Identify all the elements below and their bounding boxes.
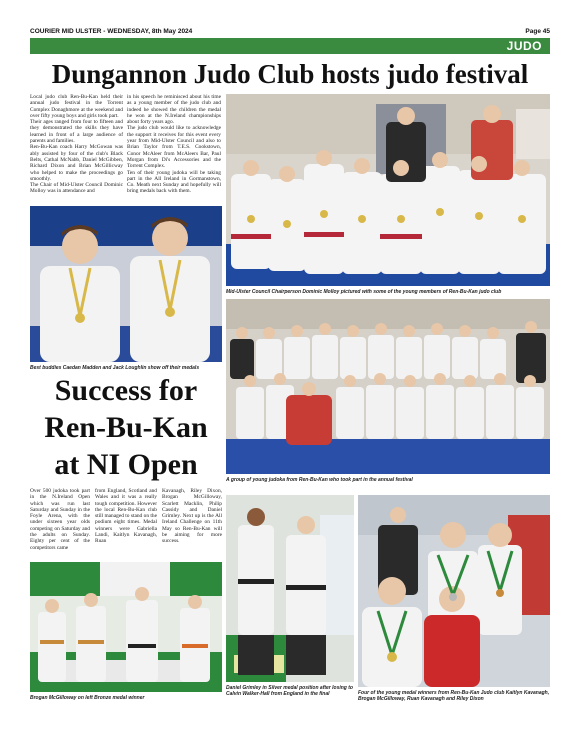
article1-col1-p4: The Chair of Mid-Ulster Council Dominic Molloy was in attendance and bbox=[30, 182, 123, 195]
article1-headline: Dungannon Judo Club hosts judo festival bbox=[51, 59, 529, 89]
caption-four-winners: Four of the young medal winners from Ren-Bu-Kan Judo club Kaitlyn Kavanagh, Brogan McGilloway, Ruan Kavanagh and Riley Dixon bbox=[358, 690, 550, 702]
article2-col3 bbox=[162, 488, 222, 558]
section-label: JUDO bbox=[506, 39, 542, 53]
caption-silver: Daniel Grimley in Silver medal position after losing to Calvin Walker-Hall from England in the final bbox=[226, 685, 353, 697]
caption-best-buddies: Best buddies Caedan Madden and Jack Loughlin show off their medals bbox=[30, 365, 200, 371]
article2-col3-text: Kavanagh, Riley Dixon, Brogan McGilloway, Scarlett Macklin, Philip Cassidy and Daniel Grimley. Next up is the All Ireland Challenge on 11th May so Ren-Bu-Kan will be aiming for more success. bbox=[162, 488, 222, 545]
page-number: Page 45 bbox=[525, 28, 550, 35]
photo-best-buddies bbox=[30, 206, 222, 362]
section-bar bbox=[30, 38, 550, 54]
photo-group-judoka bbox=[226, 299, 550, 474]
article2-col2-text: from England, Scotland and Wales and it was a really tough competition. However the local Ren-Bu-Kan club still managed to stand on the podium eight times. Medal winners were Gabriella Landi, Kaitlyn Kavanagh, Ruan bbox=[95, 488, 157, 545]
article1-col2-p1: in his speech he reminisced about his time as a young member of the judo club and indeed he showed the children the medal he won at the N.Ireland championships about forty years ago. bbox=[127, 94, 221, 126]
publication-line: COURIER MID ULSTER - WEDNESDAY, 8th May 2024 bbox=[30, 28, 193, 35]
article2-headline: Success for Ren-Bu-Kan at NI Open bbox=[44, 374, 208, 481]
caption-council-chair: Mid-Ulster Council Chairperson Dominic Molloy pictured with some of the young members of Ren-Bu-Kan judo club bbox=[226, 289, 502, 295]
photo-bronze-podium bbox=[30, 562, 222, 692]
caption-group-judoka: A group of young judoka from Ren-Bu-Kan who took part in the annual festival bbox=[226, 477, 413, 483]
photo-silver-medal bbox=[226, 495, 354, 682]
article1-col1-p1: Local judo club Ren-Bu-Kan held their annual judo festival in the Torrent Complex Donaghmore at the weekend and over fifty young boys and girls took part. bbox=[30, 94, 123, 119]
article1-col2-p3: Ten of their young judoka will be taking part in the All Ireland in Gormanstown, Co. Meath next Sunday and hopefully will bring medals back with them. bbox=[127, 169, 221, 195]
article2-col1 bbox=[30, 488, 90, 558]
article2-col1-text: Over 500 judoka took part in the N.Ireland Open which was run last Saturday and Sunday in the Foyle Arena, with the under sixteen year olds competing on Saturday and the adults on Sunday. Eighty per cent of the competitors came bbox=[30, 488, 90, 551]
photo-four-medal-winners bbox=[358, 495, 550, 687]
caption-bronze: Brogan McGilloway on left Bronze medal winner bbox=[30, 695, 145, 701]
page-header bbox=[30, 28, 550, 38]
article1-col2-p2: The judo club would like to acknowledge the support it receives for this event every year from Mid-Ulster Council and also to Brian Taylor from T.E.S. Cookstown, Conor McAleer from McAleers Bar, Paul Morgan from Di's Accessories and the Torrent Complex. bbox=[127, 125, 221, 170]
article1-col2 bbox=[127, 94, 221, 204]
photo-council-chair-with-judoka bbox=[226, 94, 550, 286]
article1-col1-p2: Their ages ranged from four to fifteen and they demonstrated the skills they have learned in front of a large audience of parents and families. bbox=[30, 119, 123, 145]
article2-col2 bbox=[95, 488, 157, 558]
article1-col1 bbox=[30, 94, 123, 204]
article1-col1-p3: Ren-Bu-Kan coach Harry McGowan was ably assisted by four of the club's Black Belts, Cathal McNabb, Daniel McGibben, Richard Dixon and Brian McGillicway who helped to make the proceedings go smoothly. bbox=[30, 144, 123, 182]
